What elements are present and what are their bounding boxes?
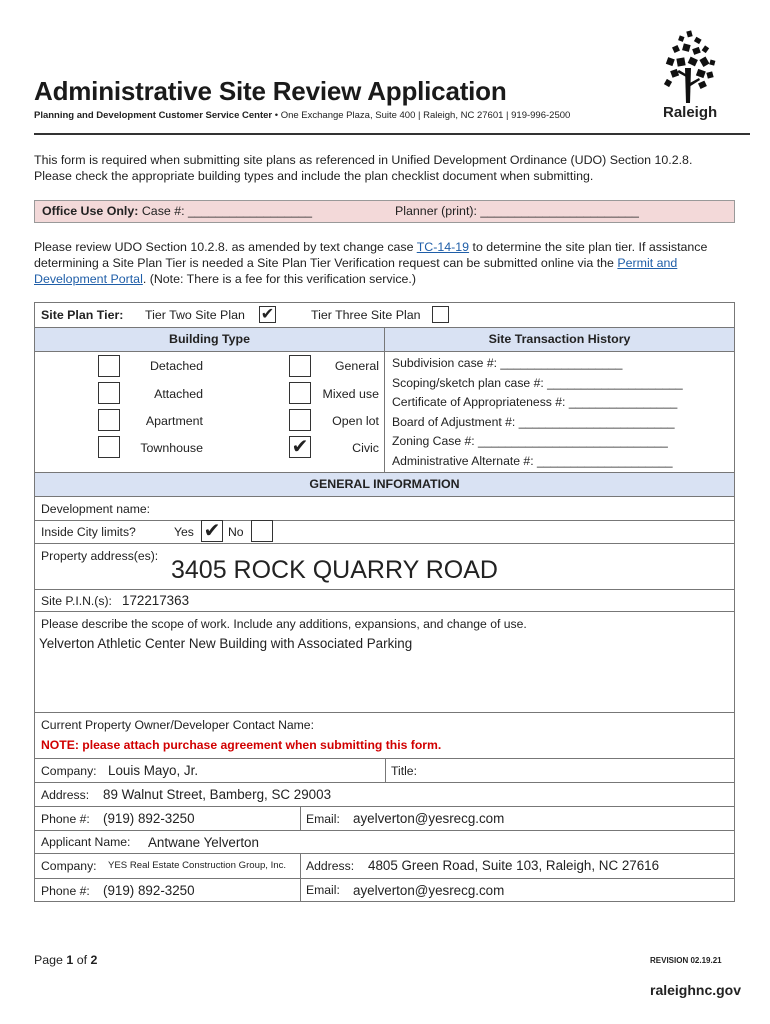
pin-value[interactable]: 172217363 bbox=[122, 593, 190, 608]
townhouse-label: Townhouse bbox=[140, 441, 203, 455]
website-label: raleighnc.gov bbox=[650, 982, 742, 998]
page-title: Administrative Site Review Application bbox=[34, 76, 507, 106]
city-limits-no-checkbox[interactable] bbox=[251, 520, 273, 542]
townhouse-checkbox[interactable] bbox=[98, 436, 120, 458]
applicant-phone-label: Phone #: bbox=[41, 884, 90, 898]
logo-text: Raleigh bbox=[663, 104, 718, 121]
review-part2: to determine the site plan tier. If assistance determining a Site Plan Tier is needed a Site Plan Tier Verification request can be submitted online via the bbox=[34, 240, 708, 270]
development-name-label: Development name: bbox=[41, 502, 151, 516]
divider bbox=[35, 496, 734, 497]
subtitle-address: • One Exchange Plaza, Suite 400 | Raleigh, NC 27601 | 919-996-2500 bbox=[272, 110, 571, 121]
office-label: Office Use Only: bbox=[42, 204, 139, 218]
divider bbox=[300, 806, 301, 830]
tier-two-label: Tier Two Site Plan bbox=[145, 308, 245, 322]
transaction-history-list bbox=[392, 354, 683, 471]
office-planner: Planner (print): _______________________ bbox=[395, 204, 639, 218]
applicant-company-label: Company: bbox=[41, 859, 97, 873]
revision-label: REVISION 02.19.21 bbox=[650, 956, 722, 965]
scope-value[interactable]: Yelverton Athletic Center New Building with Associated Parking bbox=[39, 636, 413, 651]
owner-company-label: Company: bbox=[41, 764, 97, 778]
application-form bbox=[34, 302, 735, 902]
owner-phone-label: Phone #: bbox=[41, 812, 90, 826]
page-prefix: Page bbox=[34, 953, 67, 967]
divider bbox=[385, 758, 386, 782]
review-text bbox=[34, 239, 734, 287]
tier-two-checkbox[interactable]: ✔ bbox=[260, 306, 275, 323]
applicant-email-label: Email: bbox=[306, 883, 340, 897]
owner-address-value[interactable]: 89 Walnut Street, Bamberg, SC 29003 bbox=[103, 787, 332, 802]
divider bbox=[35, 520, 734, 521]
owner-title-label: Title: bbox=[391, 764, 417, 778]
scoping-case: Scoping/sketch plan case #: ____________________ bbox=[392, 375, 683, 390]
zoning-case: Zoning Case #: ____________________________ bbox=[392, 434, 668, 448]
applicant-email-value[interactable]: ayelverton@yesrecg.com bbox=[353, 883, 505, 898]
subtitle-center: Planning and Development Customer Service Center bbox=[34, 110, 273, 121]
no-label: No bbox=[228, 525, 244, 539]
apartment-label: Apartment bbox=[145, 414, 203, 428]
owner-address-label: Address: bbox=[41, 788, 90, 802]
detached-label: Detached bbox=[149, 359, 203, 373]
board-adjustment-case: Board of Adjustment #: _______________________ bbox=[392, 414, 675, 429]
attached-checkbox[interactable] bbox=[98, 382, 120, 404]
intro-text: This form is required when submitting site plans as referenced in Unified Development Ordinance (UDO) Section 10.2.8. Please check the appropriate building types and include the plan checklist document when submitting. bbox=[34, 153, 693, 183]
permit-portal-link[interactable]: Permit and Development Portal bbox=[34, 256, 678, 286]
divider bbox=[35, 806, 734, 807]
city-limits-label: Inside City limits? bbox=[41, 525, 136, 539]
purchase-agreement-note: NOTE: please attach purchase agreement when submitting this form. bbox=[41, 738, 442, 752]
city-limits-yes-checkbox[interactable]: ✔ bbox=[201, 520, 223, 542]
building-type-header: Building Type bbox=[169, 332, 250, 346]
owner-phone-value[interactable]: (919) 892-3250 bbox=[103, 811, 195, 826]
general-label: General bbox=[334, 359, 379, 373]
page-total: 2 bbox=[90, 953, 98, 967]
admin-alternate-case: Administrative Alternate #: ____________________ bbox=[392, 453, 673, 468]
attached-label: Attached bbox=[154, 387, 203, 401]
yes-label: Yes bbox=[174, 525, 194, 539]
page-of: of bbox=[73, 953, 91, 967]
tier-label: Site Plan Tier: bbox=[41, 308, 124, 322]
divider bbox=[35, 712, 734, 713]
general-info-header: GENERAL INFORMATION bbox=[309, 477, 460, 491]
property-address-label: Property address(es): bbox=[41, 549, 159, 563]
owner-email-value[interactable]: ayelverton@yesrecg.com bbox=[353, 811, 505, 826]
detached-checkbox[interactable] bbox=[98, 355, 120, 377]
applicant-phone-value[interactable]: (919) 892-3250 bbox=[103, 883, 195, 898]
page-number bbox=[34, 953, 97, 967]
divider bbox=[35, 611, 734, 612]
divider bbox=[35, 853, 734, 854]
applicant-name-value[interactable]: Antwane Yelverton bbox=[148, 835, 259, 850]
tier-three-checkbox[interactable] bbox=[432, 306, 449, 323]
apartment-checkbox[interactable] bbox=[98, 409, 120, 431]
applicant-name-label: Applicant Name: bbox=[41, 835, 131, 849]
property-address-value[interactable]: 3405 ROCK QUARRY ROAD bbox=[171, 556, 498, 584]
divider bbox=[300, 853, 301, 878]
office-use-box bbox=[34, 200, 735, 223]
divider bbox=[35, 878, 734, 879]
certificate-case: Certificate of Appropriateness #: ________________ bbox=[392, 395, 678, 409]
divider bbox=[35, 830, 734, 831]
scope-label: Please describe the scope of work. Include any additions, expansions, and change of use. bbox=[41, 617, 527, 631]
page-current: 1 bbox=[66, 953, 74, 967]
applicant-company-value[interactable]: YES Real Estate Construction Group, Inc. bbox=[108, 860, 287, 871]
pin-label: Site P.I.N.(s): bbox=[41, 594, 112, 608]
open-lot-label: Open lot bbox=[332, 414, 379, 428]
mixed-use-label: Mixed use bbox=[322, 387, 379, 401]
tier-three-label: Tier Three Site Plan bbox=[311, 308, 421, 322]
divider bbox=[35, 589, 734, 590]
owner-company-value[interactable]: Louis Mayo, Jr. bbox=[108, 763, 199, 778]
divider bbox=[35, 543, 734, 544]
divider bbox=[300, 878, 301, 902]
applicant-address-value[interactable]: 4805 Green Road, Suite 103, Raleigh, NC 27616 bbox=[368, 858, 660, 873]
office-case bbox=[42, 201, 312, 222]
tc-14-19-link[interactable]: TC-14-19 bbox=[416, 240, 470, 254]
subdivision-case: Subdivision case #: __________________ bbox=[392, 356, 623, 370]
transaction-history-header: Site Transaction History bbox=[488, 332, 631, 346]
applicant-address-label: Address: bbox=[306, 859, 355, 873]
review-part1: Please review UDO Section 10.2.8. as amended by text change case bbox=[34, 240, 417, 254]
civic-label: Civic bbox=[352, 441, 379, 455]
owner-email-label: Email: bbox=[306, 812, 340, 826]
civic-checkbox[interactable]: ✔ bbox=[289, 436, 311, 458]
owner-contact-label: Current Property Owner/Developer Contact Name: bbox=[41, 718, 314, 732]
subtitle bbox=[34, 110, 570, 121]
office-case-field: Case #: __________________ bbox=[138, 204, 313, 218]
header-divider bbox=[34, 133, 750, 135]
divider bbox=[35, 782, 734, 783]
divider bbox=[384, 328, 385, 472]
review-part3: . (Note: There is a fee for this verification service.) bbox=[142, 272, 416, 286]
